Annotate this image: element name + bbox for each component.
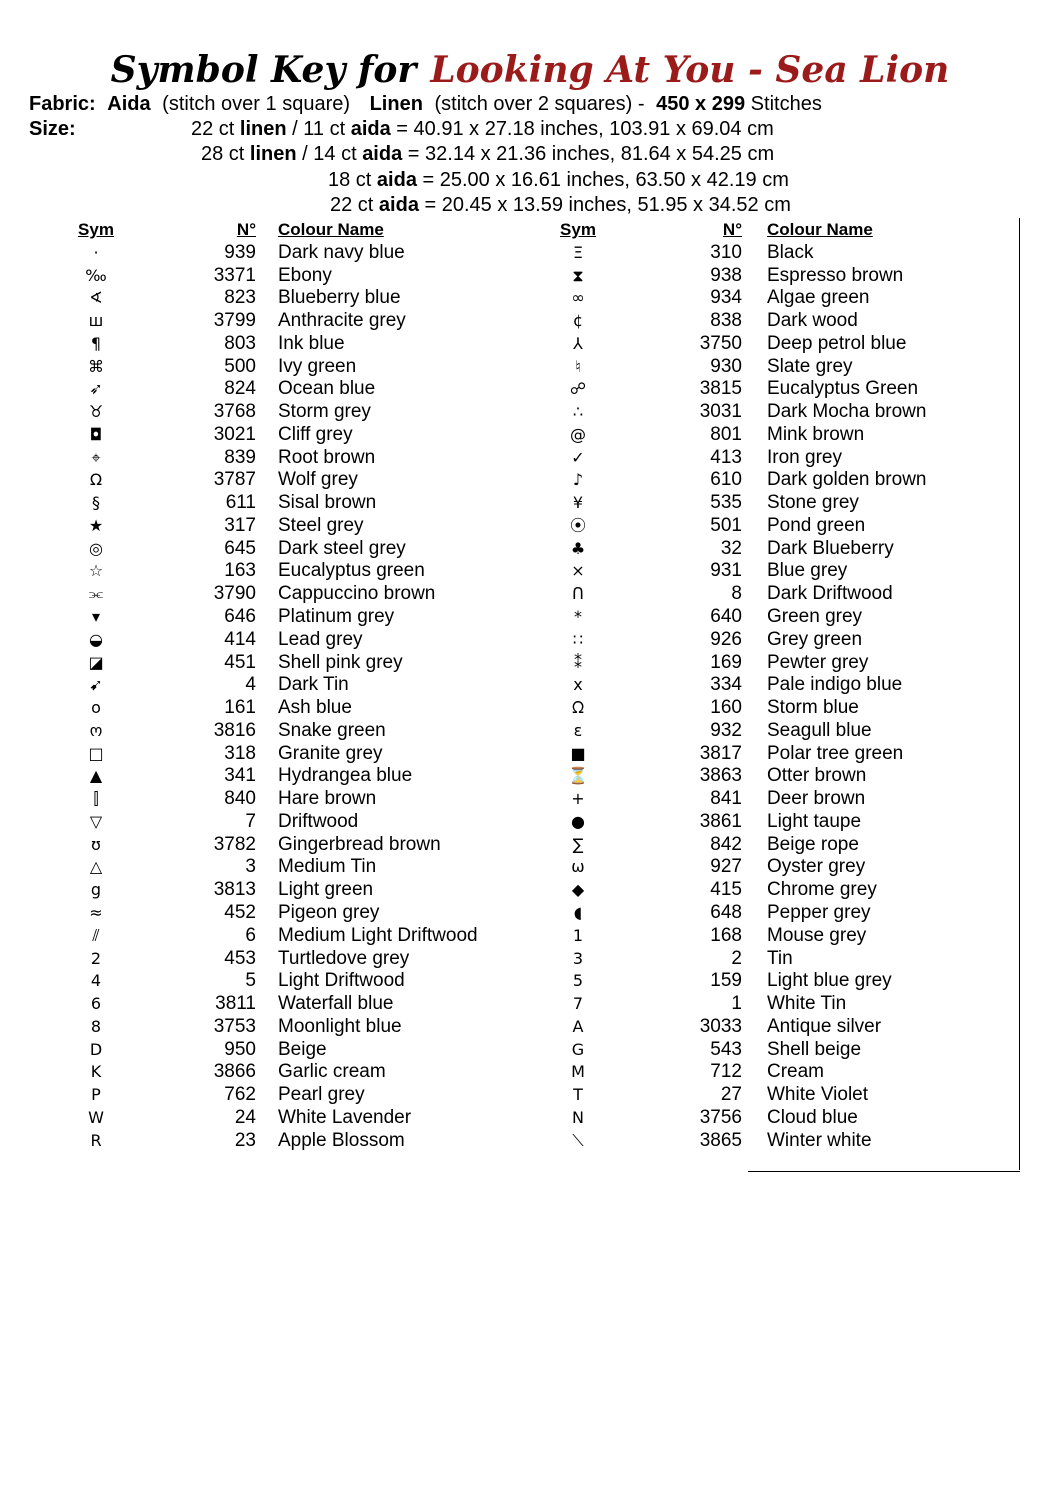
title-pattern-name: Looking At You - Sea Lion xyxy=(430,49,950,91)
symbol-glyph: ✓ xyxy=(571,447,585,467)
color-number: 310 xyxy=(710,241,742,263)
color-number: 7 xyxy=(245,810,256,832)
symbol-glyph: g xyxy=(90,880,102,900)
color-name: Shell beige xyxy=(767,1038,862,1060)
color-number: 3021 xyxy=(213,423,256,445)
symbol-glyph: Ξ xyxy=(572,242,584,262)
color-name: Ocean blue xyxy=(278,378,376,400)
color-number: 824 xyxy=(224,378,256,400)
color-number: 712 xyxy=(710,1061,742,1083)
color-name: Blue grey xyxy=(767,560,848,582)
color-number: 3817 xyxy=(699,742,742,764)
color-name: Ash blue xyxy=(278,697,352,719)
color-name: Green grey xyxy=(767,606,863,628)
color-name: Deer brown xyxy=(767,788,866,810)
color-name: Mink brown xyxy=(767,423,865,445)
fabric-label: Fabric: xyxy=(29,93,96,115)
symbol-glyph: ♣ xyxy=(570,538,586,558)
color-number: 334 xyxy=(710,674,742,696)
symbol-glyph: 2 xyxy=(90,948,102,968)
symbol-glyph: ɛ xyxy=(573,720,583,740)
color-name: Chrome grey xyxy=(767,879,877,901)
color-number: 500 xyxy=(224,355,256,377)
symbol-glyph: ¢ xyxy=(572,311,584,331)
symbol-glyph: ⁑ xyxy=(574,652,582,672)
color-number: 161 xyxy=(224,697,256,719)
color-number: 3782 xyxy=(213,833,256,855)
color-number: 169 xyxy=(710,651,742,673)
fabric-linen: Linen xyxy=(369,93,423,115)
color-number: 24 xyxy=(234,1106,256,1128)
fabric-aida: Aida xyxy=(107,93,151,115)
symbol-glyph: ▽ xyxy=(89,811,103,831)
color-name: Ebony xyxy=(278,264,332,286)
symbol-glyph: ⫿ xyxy=(93,789,99,809)
symbol-glyph: ᘯ xyxy=(571,698,585,718)
color-number: 939 xyxy=(224,241,256,263)
color-number: 341 xyxy=(224,765,256,787)
color-number: 3865 xyxy=(699,1129,742,1151)
color-name: Algae green xyxy=(767,287,870,309)
symbol-glyph: ◪ xyxy=(88,652,104,672)
table-bottom-border xyxy=(748,1171,1020,1172)
color-name: Snake green xyxy=(278,719,386,741)
color-number: 3863 xyxy=(699,765,742,787)
color-number: 938 xyxy=(710,264,742,286)
size-dimensions: = 20.45 x 13.59 inches, 51.95 x 34.52 cm xyxy=(418,194,791,216)
color-name: Espresso brown xyxy=(767,264,904,286)
color-number: 415 xyxy=(710,879,742,901)
color-name: Blueberry blue xyxy=(278,287,401,309)
color-number: 645 xyxy=(224,537,256,559)
symbol-glyph: ♉ xyxy=(88,402,104,422)
symbol-glyph: R xyxy=(90,1130,102,1150)
size-line-2 xyxy=(201,142,774,167)
color-name: Granite grey xyxy=(278,742,383,764)
stitch-count-label: Stitches xyxy=(750,93,822,115)
symbol-glyph: ♮ xyxy=(575,356,581,376)
size-line-1 xyxy=(191,117,774,142)
size-text: 28 ct xyxy=(201,143,250,165)
color-name: Dark steel grey xyxy=(278,537,406,559)
color-name: Antique silver xyxy=(767,1015,882,1037)
symbol-glyph: + xyxy=(571,789,585,809)
color-name: Turtledove grey xyxy=(278,947,410,969)
color-name: Storm blue xyxy=(767,697,859,719)
color-name: Mouse grey xyxy=(767,924,867,946)
color-number: 3371 xyxy=(213,264,256,286)
color-number: 823 xyxy=(224,287,256,309)
symbol-glyph: ო xyxy=(89,720,103,740)
color-name: Eucalyptus Green xyxy=(767,378,919,400)
symbol-glyph: ☍ xyxy=(569,379,587,399)
color-name: Light Driftwood xyxy=(278,970,405,992)
fabric-linen-note: (stitch over 2 squares) - xyxy=(434,93,645,115)
symbol-glyph: ω xyxy=(571,857,585,877)
color-name: Otter brown xyxy=(767,765,867,787)
color-number: 801 xyxy=(710,423,742,445)
color-name: Pale indigo blue xyxy=(767,674,903,696)
color-name: Oyster grey xyxy=(767,856,866,878)
symbol-glyph: 7 xyxy=(572,994,584,1014)
symbol-glyph: ➶ xyxy=(89,379,103,399)
symbol-glyph: ш xyxy=(88,311,104,331)
symbol-glyph: ◘ xyxy=(89,424,103,444)
symbol-glyph: ● xyxy=(571,811,585,831)
color-name: Storm grey xyxy=(278,401,371,423)
color-name: Slate grey xyxy=(767,355,853,377)
color-number: 803 xyxy=(224,332,256,354)
color-number: 1 xyxy=(731,993,742,1015)
symbol-glyph: ▾ xyxy=(91,607,101,627)
color-number: 762 xyxy=(224,1084,256,1106)
symbol-glyph: ¶ xyxy=(90,333,102,353)
symbol-glyph: ◖ xyxy=(573,902,583,922)
color-number: 543 xyxy=(710,1038,742,1060)
color-number: 3768 xyxy=(213,401,256,423)
size-text: 22 ct xyxy=(191,118,240,140)
symbol-glyph: ʊ xyxy=(91,834,101,854)
symbol-glyph: ♪ xyxy=(572,470,584,490)
symbol-glyph: · xyxy=(93,242,99,262)
color-number: 3753 xyxy=(213,1015,256,1037)
color-name: Root brown xyxy=(278,446,376,468)
symbol-glyph: ⌘ xyxy=(88,356,104,376)
header-sym: Sym xyxy=(78,220,114,239)
symbol-glyph: 4 xyxy=(90,971,102,991)
color-name: Ink blue xyxy=(278,332,345,354)
size-fabric: aida xyxy=(378,194,419,216)
color-number: 3799 xyxy=(213,310,256,332)
size-line-3 xyxy=(328,168,789,193)
header-number: N° xyxy=(722,220,742,239)
size-text: 22 ct xyxy=(330,194,379,216)
symbol-glyph: ∞ xyxy=(571,288,585,308)
color-number: 840 xyxy=(224,788,256,810)
color-number: 5 xyxy=(245,970,256,992)
stitch-count: 450 x 299 xyxy=(656,93,746,115)
color-name: Winter white xyxy=(767,1129,872,1151)
symbol-glyph: 8 xyxy=(90,1016,102,1036)
color-number: 32 xyxy=(720,537,742,559)
color-number: 3815 xyxy=(699,378,742,400)
color-number: 3750 xyxy=(699,332,742,354)
color-name: Cappuccino brown xyxy=(278,583,436,605)
symbol-glyph: 6 xyxy=(90,994,102,1014)
color-name: Dark Mocha brown xyxy=(767,401,927,423)
color-number: 163 xyxy=(224,560,256,582)
size-dimensions: = 25.00 x 16.61 inches, 63.50 x 42.19 cm xyxy=(416,169,789,191)
color-name: Dark wood xyxy=(767,310,858,332)
color-number: 838 xyxy=(710,310,742,332)
color-name: Wolf grey xyxy=(278,469,358,491)
color-name: Steel grey xyxy=(278,514,364,536)
symbol-glyph: 3 xyxy=(572,948,584,968)
size-label: Size: xyxy=(29,118,76,140)
color-number: 3756 xyxy=(699,1106,742,1128)
symbol-glyph: ⨯ xyxy=(571,561,585,581)
color-name: Driftwood xyxy=(278,810,359,832)
color-name: Dark Blueberry xyxy=(767,537,894,559)
color-number: 950 xyxy=(224,1038,256,1060)
table-right-border xyxy=(1019,218,1020,1170)
symbol-glyph: M xyxy=(571,1062,585,1082)
color-name: Deep petrol blue xyxy=(767,332,907,354)
color-name: Light green xyxy=(278,879,374,901)
size-dimensions: = 32.14 x 21.36 inches, 81.64 x 54.25 cm xyxy=(402,143,775,165)
symbol-glyph: W xyxy=(88,1107,104,1127)
color-name: Anthracite grey xyxy=(278,310,406,332)
color-name: Platinum grey xyxy=(278,606,395,628)
color-name: Black xyxy=(767,241,814,263)
symbol-glyph: ⌖ xyxy=(91,447,101,467)
size-text: / 11 ct xyxy=(286,118,351,140)
color-name: Cream xyxy=(767,1061,825,1083)
color-number: 3033 xyxy=(699,1015,742,1037)
color-name: Waterfall blue xyxy=(278,993,394,1015)
color-number: 2 xyxy=(731,947,742,969)
symbol-glyph: 1 xyxy=(572,925,584,945)
color-name: Sisal brown xyxy=(278,492,377,514)
symbol-glyph: ⫽ xyxy=(92,925,100,945)
size-text: 18 ct xyxy=(328,169,377,191)
color-name: Medium Light Driftwood xyxy=(278,924,478,946)
symbol-glyph: ⧗ xyxy=(572,265,584,285)
symbol-glyph: § xyxy=(92,493,100,513)
symbol-glyph: 5 xyxy=(572,971,584,991)
color-number: 839 xyxy=(224,446,256,468)
symbol-glyph: * xyxy=(574,607,582,627)
color-name: Polar tree green xyxy=(767,742,904,764)
color-number: 3787 xyxy=(213,469,256,491)
size-text: / 14 ct xyxy=(296,143,363,165)
symbol-glyph: □ xyxy=(88,743,104,763)
symbol-glyph: ¥ xyxy=(572,493,584,513)
color-number: 841 xyxy=(710,788,742,810)
color-number: 4 xyxy=(245,674,256,696)
color-name: White Lavender xyxy=(278,1106,412,1128)
symbol-glyph: ∴ xyxy=(572,402,584,422)
color-number: 842 xyxy=(710,833,742,855)
color-number: 932 xyxy=(710,719,742,741)
color-name: Seagull blue xyxy=(767,719,872,741)
size-dimensions: = 40.91 x 27.18 inches, 103.91 x 69.04 cm xyxy=(390,118,774,140)
color-name: Pewter grey xyxy=(767,651,869,673)
color-number: 8 xyxy=(731,583,742,605)
color-name: Dark Tin xyxy=(278,674,349,696)
color-name: Eucalyptus green xyxy=(278,560,425,582)
color-number: 318 xyxy=(224,742,256,764)
color-name: Medium Tin xyxy=(278,856,377,878)
color-number: 535 xyxy=(710,492,742,514)
color-number: 3866 xyxy=(213,1061,256,1083)
symbol-glyph: D xyxy=(89,1039,103,1059)
color-name: Pond green xyxy=(767,514,866,536)
symbol-glyph: ◒ xyxy=(89,629,103,649)
size-fabric: aida xyxy=(376,169,417,191)
symbol-glyph: ◎ xyxy=(89,538,103,558)
color-name: Shell pink grey xyxy=(278,651,403,673)
color-number: 6 xyxy=(245,924,256,946)
color-name: Hydrangea blue xyxy=(278,765,413,787)
symbol-glyph: ≈ xyxy=(89,902,103,922)
color-number: 159 xyxy=(710,970,742,992)
color-name: Dark Driftwood xyxy=(767,583,893,605)
color-name: Gingerbread brown xyxy=(278,833,441,855)
symbol-glyph: ➹ xyxy=(89,675,103,695)
color-name: Iron grey xyxy=(767,446,842,468)
color-number: 451 xyxy=(224,651,256,673)
symbol-glyph: ⦿ xyxy=(569,515,586,535)
symbol-glyph: ◆ xyxy=(571,880,585,900)
title-prefix: Symbol Key for xyxy=(110,49,417,91)
color-name: Ivy green xyxy=(278,355,357,377)
color-number: 610 xyxy=(710,469,742,491)
fabric-aida-note: (stitch over 1 square) xyxy=(162,93,351,115)
symbol-glyph: N xyxy=(572,1107,584,1127)
color-name: Lead grey xyxy=(278,628,363,650)
symbol-glyph: G xyxy=(571,1039,585,1059)
size-fabric: linen xyxy=(239,118,287,140)
color-name: Hare brown xyxy=(278,788,377,810)
color-name: Garlic cream xyxy=(278,1061,386,1083)
color-number: 934 xyxy=(710,287,742,309)
symbol-glyph: ∢ xyxy=(89,288,103,308)
symbol-glyph: ∷ xyxy=(572,629,584,649)
symbol-glyph: ∑ xyxy=(572,834,584,854)
symbol-glyph: ⫘ xyxy=(88,584,104,604)
symbol-glyph: ▲ xyxy=(89,766,103,786)
color-name: Apple Blossom xyxy=(278,1129,405,1151)
color-number: 3031 xyxy=(699,401,742,423)
color-number: 501 xyxy=(710,514,742,536)
color-number: 413 xyxy=(710,446,742,468)
color-number: 3 xyxy=(245,856,256,878)
header-number: N° xyxy=(236,220,256,239)
color-name: Dark golden brown xyxy=(767,469,927,491)
color-number: 23 xyxy=(234,1129,256,1151)
color-number: 3811 xyxy=(215,993,256,1015)
symbol-glyph: K xyxy=(90,1062,102,1082)
size-fabric: aida xyxy=(350,118,391,140)
color-name: Beige rope xyxy=(767,833,859,855)
color-name: Beige xyxy=(278,1038,327,1060)
color-name: Grey green xyxy=(767,628,863,650)
symbol-glyph: ■ xyxy=(570,743,586,763)
header-sym: Sym xyxy=(560,220,596,239)
color-name: Light blue grey xyxy=(767,970,892,992)
symbol-glyph: ★ xyxy=(88,515,104,535)
symbol-glyph: ‰ xyxy=(85,265,107,285)
color-number: 611 xyxy=(225,492,256,514)
size-line-4 xyxy=(330,193,791,218)
header-colour-name: Colour Name xyxy=(278,220,384,239)
symbol-glyph: ⅄ xyxy=(573,333,583,353)
color-name: Pigeon grey xyxy=(278,901,380,923)
symbol-glyph: T xyxy=(573,1085,583,1105)
size-fabric: aida xyxy=(362,143,403,165)
color-number: 926 xyxy=(710,628,742,650)
symbol-glyph: Ω xyxy=(89,470,103,490)
color-number: 3816 xyxy=(213,719,256,741)
symbol-glyph: x xyxy=(573,675,583,695)
symbol-glyph: ᑎ xyxy=(572,584,584,604)
header-colour-name: Colour Name xyxy=(767,220,873,239)
color-number: 453 xyxy=(224,947,256,969)
symbol-glyph: ⟍ xyxy=(572,1130,584,1150)
symbol-glyph: A xyxy=(572,1016,584,1036)
color-number: 648 xyxy=(710,901,742,923)
page-title xyxy=(0,42,1060,98)
color-number: 168 xyxy=(710,924,742,946)
symbol-glyph: ☆ xyxy=(88,561,104,581)
color-name: White Tin xyxy=(767,993,847,1015)
color-number: 930 xyxy=(710,355,742,377)
color-name: White Violet xyxy=(767,1084,869,1106)
color-number: 640 xyxy=(710,606,742,628)
symbol-glyph: o xyxy=(91,698,101,718)
color-number: 3813 xyxy=(213,879,256,901)
size-fabric: linen xyxy=(249,143,297,165)
color-name: Cloud blue xyxy=(767,1106,858,1128)
color-number: 414 xyxy=(224,628,256,650)
color-number: 927 xyxy=(710,856,742,878)
color-name: Tin xyxy=(767,947,793,969)
color-number: 27 xyxy=(720,1084,742,1106)
color-number: 3861 xyxy=(699,810,742,832)
color-name: Dark navy blue xyxy=(278,241,405,263)
color-number: 646 xyxy=(224,606,256,628)
color-number: 317 xyxy=(224,514,256,536)
color-name: Pepper grey xyxy=(767,901,871,923)
color-name: Pearl grey xyxy=(278,1084,365,1106)
symbol-glyph: @ xyxy=(570,424,586,444)
color-number: 160 xyxy=(710,697,742,719)
color-name: Light taupe xyxy=(767,810,862,832)
color-name: Stone grey xyxy=(767,492,859,514)
color-name: Moonlight blue xyxy=(278,1015,402,1037)
symbol-glyph: P xyxy=(91,1085,101,1105)
color-number: 452 xyxy=(224,901,256,923)
color-name: Cliff grey xyxy=(278,423,353,445)
symbol-glyph: ⏳ xyxy=(568,766,588,786)
color-number: 931 xyxy=(710,560,742,582)
color-number: 3790 xyxy=(213,583,256,605)
symbol-glyph: △ xyxy=(89,857,103,877)
fabric-line xyxy=(29,92,822,117)
